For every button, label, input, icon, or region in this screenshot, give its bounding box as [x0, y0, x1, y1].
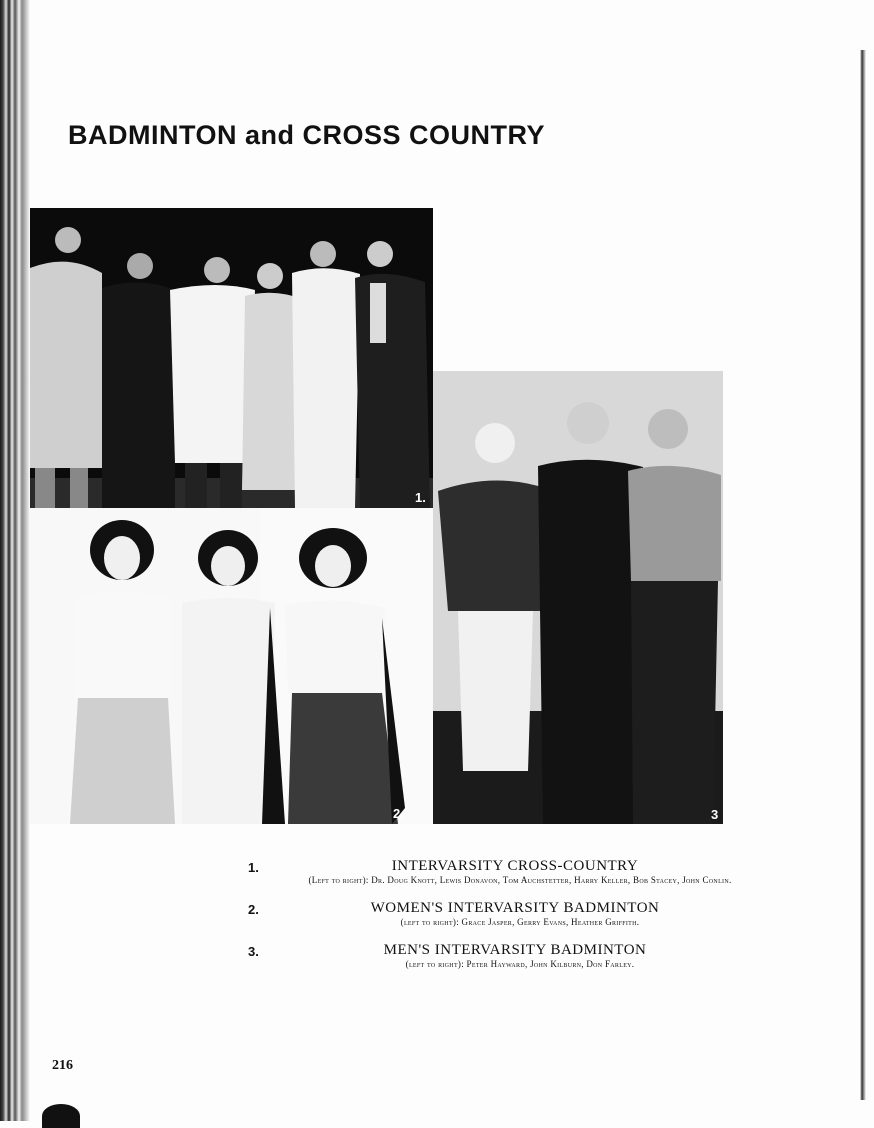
photo-number-3: 3 — [711, 807, 719, 822]
photo-number-2: 2. — [393, 806, 404, 821]
caption-2 — [230, 900, 770, 928]
book-binding-left — [0, 0, 30, 1121]
captions — [230, 858, 770, 984]
caption-number: 1. — [248, 860, 259, 875]
book-binding-right — [860, 50, 866, 1100]
photo-cross-country — [30, 208, 433, 508]
caption-title: MEN'S INTERVARSITY BADMINTON — [383, 942, 647, 958]
photo-womens-badminton — [30, 508, 433, 824]
caption-3 — [230, 942, 770, 970]
photo-mens-badminton — [433, 371, 723, 824]
caption-names: (left to right): Grace Jasper, Gerry Evans, Heather Griffith. — [400, 917, 640, 927]
photo-number-1: 1. — [415, 490, 426, 505]
caption-title: INTERVARSITY CROSS-COUNTRY — [391, 858, 639, 874]
page-number: 216 — [52, 1058, 73, 1073]
ink-blot — [42, 1104, 80, 1128]
caption-number: 2. — [248, 902, 259, 917]
caption-title: WOMEN'S INTERVARSITY BADMINTON — [370, 900, 660, 916]
page-title: BADMINTON and CROSS COUNTRY — [68, 120, 546, 150]
caption-names: (Left to right): Dr. Doug Knott, Lewis Donavon, Tom Auchstetter, Harry Keller, Bob Stacey, John Conlin. — [308, 875, 732, 885]
caption-names: (left to right): Peter Hayward, John Kilburn, Don Farley. — [405, 959, 635, 969]
caption-1 — [230, 858, 770, 886]
caption-number: 3. — [248, 944, 259, 959]
